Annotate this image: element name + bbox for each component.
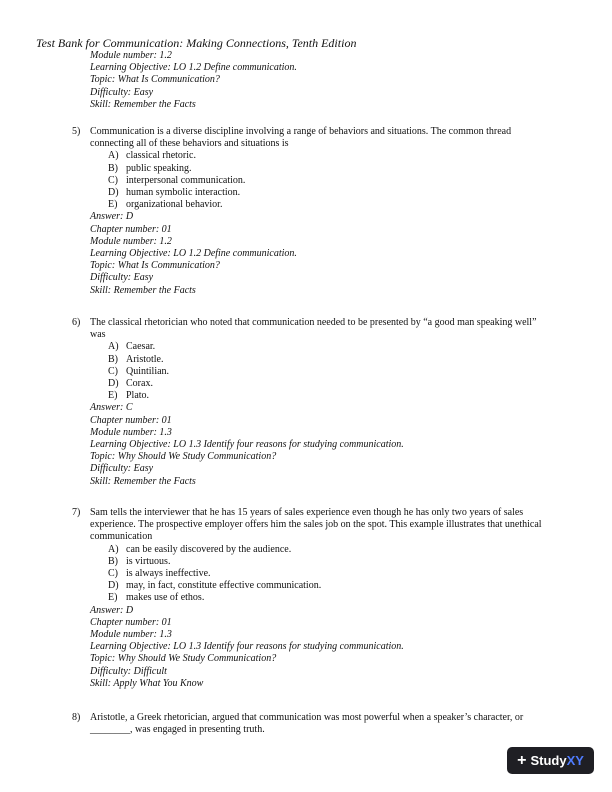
meta-line: Skill: Remember the Facts: [90, 98, 196, 110]
meta-line: Topic: What Is Communication?: [90, 260, 220, 272]
option-a: A) Caesar.: [108, 341, 156, 353]
meta-line: Skill: Apply What You Know: [90, 677, 204, 689]
question-text: Aristotle, a Greek rhetorician, argued that communication was most powerful when a speaker’s character, or ________, was engaged in presenting truth.: [90, 712, 524, 736]
meta-line: Chapter number: 01: [90, 223, 172, 235]
meta-line: Topic: Why Should We Study Communication?: [90, 653, 277, 665]
question-5: [0, 126, 612, 297]
question-6: [0, 317, 612, 488]
option-b: B) is virtuous.: [108, 555, 171, 567]
meta-line: Difficulty: Easy: [90, 463, 154, 475]
meta-line: Module number: 1.2: [90, 235, 172, 247]
meta-line: Skill: Remember the Facts: [90, 475, 196, 487]
option-d: D) Corax.: [108, 378, 153, 390]
option-a: A) classical rhetoric.: [108, 150, 196, 162]
meta-line: Learning Objective: LO 1.3 Identify four reasons for studying communication.: [90, 439, 404, 451]
meta-line: Learning Objective: LO 1.2 Define communication.: [90, 248, 297, 260]
logo-wordmark: StudyXY: [530, 753, 584, 768]
meta-line: Module number: 1.3: [90, 426, 172, 438]
option-e: E) organizational behavior.: [108, 199, 223, 211]
question-number: 8): [72, 712, 81, 723]
option-c: C) is always ineffective.: [108, 568, 211, 580]
meta-line: Difficulty: Easy: [90, 86, 154, 98]
question-text: Sam tells the interviewer that he has 15 years of sales experience even though he has only two years of sales experience. The prospective employer offers him the sales job on the spot. This example illustrates that unethical communication: [90, 507, 542, 543]
question-7: [0, 507, 612, 690]
answer-line: Answer: C: [90, 402, 133, 414]
meta-line: Learning Objective: LO 1.3 Identify four reasons for studying communication.: [90, 641, 404, 653]
option-c: C) interpersonal communication.: [108, 174, 246, 186]
meta-line: Difficulty: Easy: [90, 272, 154, 284]
question-8: [0, 712, 612, 736]
option-e: E) Plato.: [108, 390, 150, 402]
question-text: The classical rhetorician who noted that communication needed to be presented by “a good man speaking well” was: [90, 317, 537, 341]
meta-line: Learning Objective: LO 1.2 Define communication.: [90, 62, 297, 74]
option-d: D) may, in fact, constitute effective communication.: [108, 580, 322, 592]
option-e: E) makes use of ethos.: [108, 592, 205, 604]
answer-options: [108, 341, 612, 402]
question-number: 5): [72, 126, 81, 137]
meta-line: Topic: Why Should We Study Communication?: [90, 451, 277, 463]
question-metadata: [0, 211, 612, 296]
question-metadata: [0, 402, 612, 487]
question-metadata: [0, 605, 612, 690]
question-number: 6): [72, 317, 81, 328]
option-c: C) Quintilian.: [108, 365, 170, 377]
option-b: B) public speaking.: [108, 162, 192, 174]
meta-line: Skill: Remember the Facts: [90, 284, 196, 296]
meta-line: Difficulty: Difficult: [90, 665, 167, 677]
plus-icon: +: [517, 751, 527, 769]
option-a: A) can be easily discovered by the audience.: [108, 543, 292, 555]
lead-metadata: [0, 50, 297, 111]
meta-line: Module number: 1.3: [90, 629, 172, 641]
meta-line: Chapter number: 01: [90, 414, 172, 426]
studyxy-logo: [507, 747, 594, 774]
answer-options: [108, 150, 612, 211]
question-number: 7): [72, 507, 81, 518]
meta-line: Topic: What Is Communication?: [90, 74, 220, 86]
question-text: Communication is a diverse discipline involving a range of behaviors and situations. The common thread connecting all of these behaviors and situations is: [90, 126, 512, 150]
option-d: D) human symbolic interaction.: [108, 187, 241, 199]
answer-line: Answer: D: [90, 604, 134, 616]
meta-line: Chapter number: 01: [90, 616, 172, 628]
option-b: B) Aristotle.: [108, 353, 164, 365]
answer-line: Answer: D: [90, 211, 134, 223]
page-header: Test Bank for Communication: Making Connections, Tenth Edition: [36, 36, 357, 50]
answer-options: [108, 544, 612, 605]
meta-line: Module number: 1.2: [90, 50, 172, 61]
